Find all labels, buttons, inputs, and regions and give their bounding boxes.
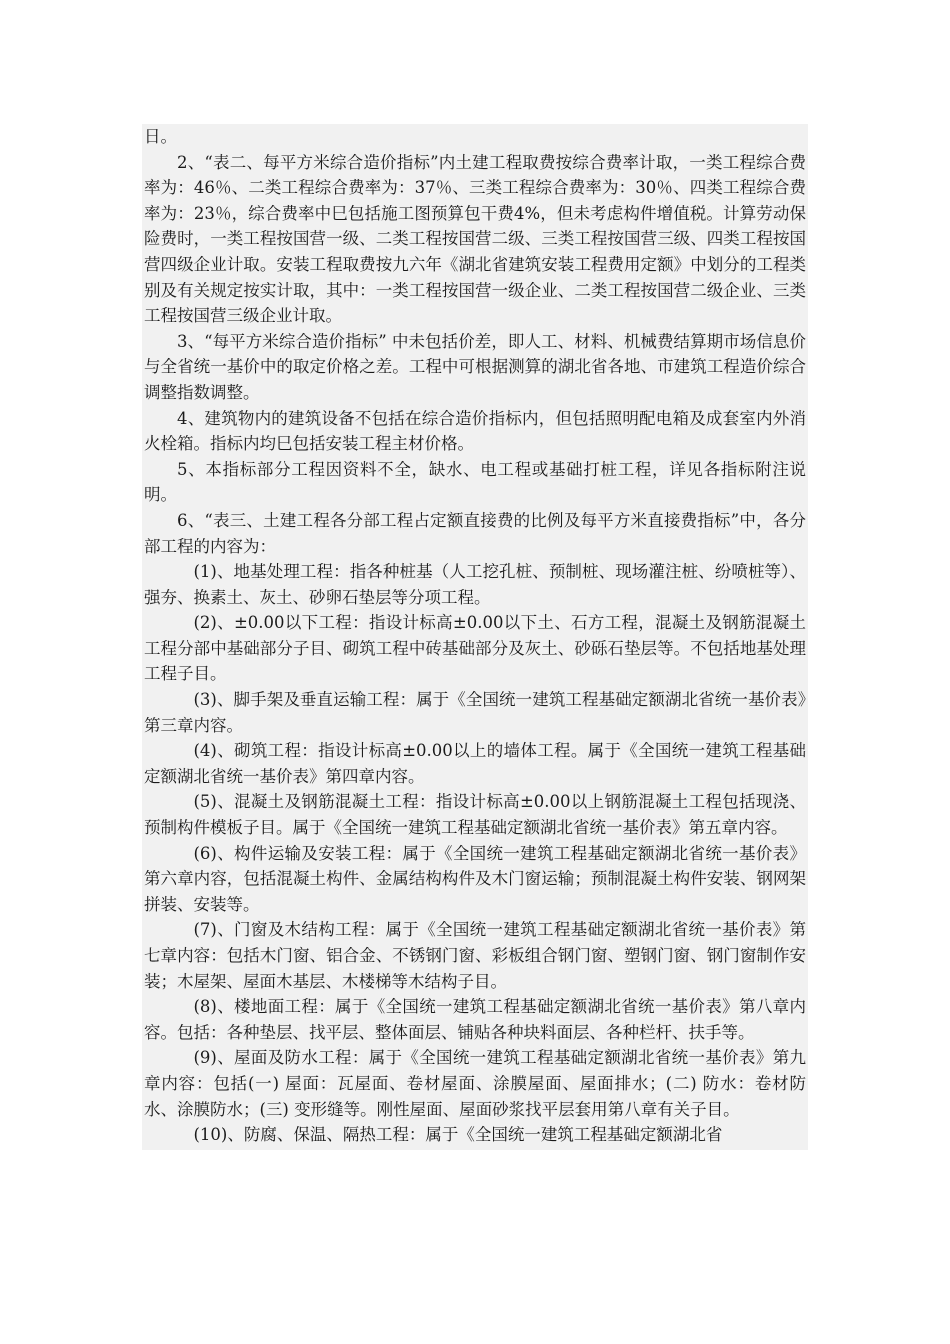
subitem-6: (6)、构件运输及安装工程：属于《全国统一建筑工程基础定额湖北省统一基价表》第六章内容，包括混凝土构件、金属结构构件及木门窗运输；预制混凝土构件安装、钢网架拼装、安装等。 bbox=[144, 843, 806, 914]
paragraph-item-4: 4、建筑物内的建筑设备不包括在综合造价指标内，但包括照明配电箱及成套室内外消火栓箱。指标内均巳包括安装工程主材价格。 bbox=[144, 408, 806, 454]
paragraph-item-3: 3、“每平方米综合造价指标” 中未包括价差，即人工、材料、机械费结算期市场信息价与全省统一基价中的取定价格之差。工程中可根据测算的湖北省各地、市建筑工程造价综合调整指数调整。 bbox=[144, 331, 806, 402]
subitem-8: (8)、楼地面工程：属于《全国统一建筑工程基础定额湖北省统一基价表》第八章内容。包括：各种垫层、找平层、整体面层、铺贴各种块料面层、各种栏杆、扶手等。 bbox=[144, 997, 806, 1042]
subitem-2: (2)、±0.00以下工程：指设计标高±0.00以下土、石方工程，混凝土及钢筋混凝土工程分部中基础部分子目、砌筑工程中砖基础部分及灰土、砂砾石垫层等。不包括地基处理工程子目。 bbox=[144, 613, 806, 684]
subitem-9: (9)、屋面及防水工程：属于《全国统一建筑工程基础定额湖北省统一基价表》第九章内容：包括(一) 屋面：瓦屋面、卷材屋面、涂膜屋面、屋面排水；(二) 防水：卷材防水、涂膜防水；(三) 变形缝等。刚性屋面、屋面砂浆找平层套用第八章有关子目。 bbox=[144, 1048, 806, 1119]
subitem-3: (3)、脚手架及垂直运输工程：属于《全国统一建筑工程基础定额湖北省统一基价表》第三章内容。 bbox=[144, 690, 806, 735]
subitem-7: (7)、门窗及木结构工程：属于《全国统一建筑工程基础定额湖北省统一基价表》第七章内容：包括木门窗、铝合金、不锈钢门窗、彩板组合钢门窗、塑钢门窗、钢门窗制作安装；木屋架、屋面木基层、木楼梯等木结构子目。 bbox=[144, 920, 806, 991]
paragraph-continuation: 日。 bbox=[144, 127, 177, 146]
paragraph-item-5: 5、本指标部分工程因资料不全，缺水、电工程或基础打桩工程，详见各指标附注说明。 bbox=[144, 459, 806, 505]
subitem-5: (5)、混凝土及钢筋混凝土工程：指设计标高±0.00以上钢筋混凝土工程包括现浇、预制构件模板子目。属于《全国统一建筑工程基础定额湖北省统一基价表》第五章内容。 bbox=[144, 792, 806, 838]
subitem-10: (10)、防腐、保温、隔热工程：属于《全国统一建筑工程基础定额湖北省 bbox=[193, 1125, 723, 1145]
subitem-1: (1)、地基处理工程：指各种桩基（人工挖孔桩、预制桩、现场灌注桩、纷喷桩等）、强夯、换素土、灰土、砂卵石垫层等分项工程。 bbox=[144, 562, 806, 607]
document-body bbox=[142, 124, 808, 1150]
subitem-4: (4)、砌筑工程：指设计标高±0.00以上的墙体工程。属于《全国统一建筑工程基础定额湖北省统一基价表》第四章内容。 bbox=[144, 741, 806, 786]
paragraph-item-6: 6、“表三、土建工程各分部工程占定额直接费的比例及每平方米直接费指标”中，各分部工程的内容为： bbox=[144, 510, 806, 556]
paragraph-item-2: 2、“表二、每平方米综合造价指标”内土建工程取费按综合费率计取，一类工程综合费率为：46％、二类工程综合费率为：37％、三类工程综合费率为：30％、四类工程综合费率为：23％，综合费率中巳包括施工图预算包干费4%，但未考虑构件增值税。计算劳动保险费时，一类工程按国营一级、二类工程按国营二级、三类工程按国营三级、四类工程按国营四级企业计取。安装工程取费按九六年《湖北省建筑安装工程费用定额》中划分的工程类别及有关规定按实计取，其中：一类工程按国营一级企业、二类工程按国营二级企业、三类工程按国营三级企业计取。 bbox=[144, 152, 806, 326]
